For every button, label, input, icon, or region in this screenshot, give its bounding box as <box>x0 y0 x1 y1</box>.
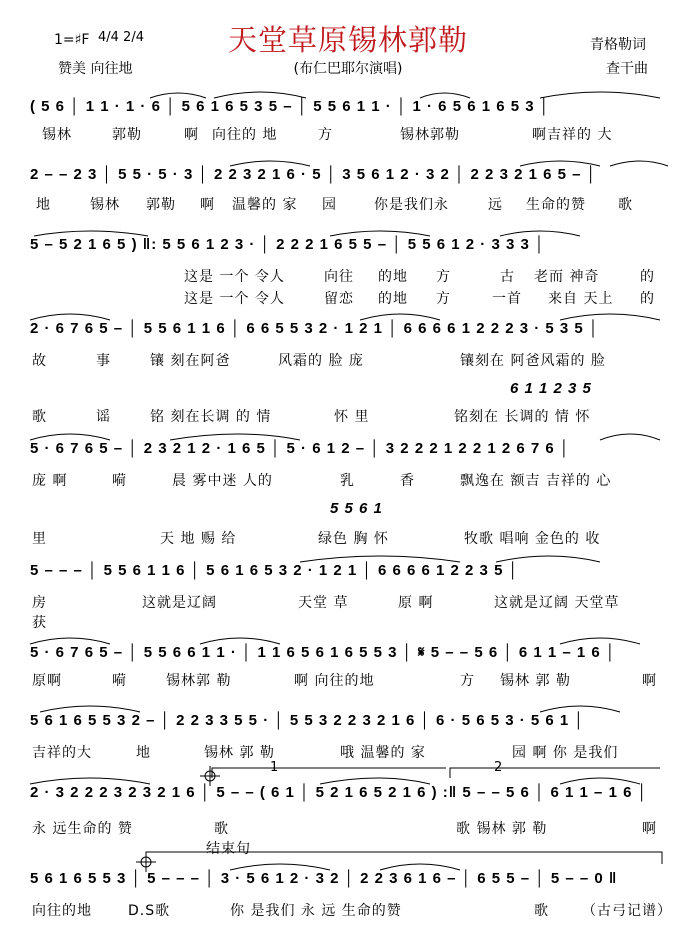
lyric: 天 地 赐 给 <box>160 531 237 547</box>
lyrics-row-5b <box>0 528 696 548</box>
lyric: 乳 <box>340 473 355 489</box>
volta-2-bracket <box>450 768 660 778</box>
notation-row-9: 2 · 3 2 2 2 3 2 3 2 1 6 │ 5 – – ( 6 1 │ 5 2 1 6 5 2 1 6 ) :‖ 5 – – 5 6 │ 6 1 1 – 1 6 │ <box>30 784 648 801</box>
lyric: 园 啊 你 是我们 <box>512 745 619 761</box>
lyrics-row-10 <box>0 900 696 920</box>
lyric: 方 <box>318 127 333 143</box>
lyric: 园 <box>322 197 337 213</box>
lyric: 歌 <box>534 903 549 919</box>
lyric: 郭勒 <box>146 197 176 213</box>
lyrics-row-6b <box>0 612 696 632</box>
lyrics-row-3a <box>0 266 696 286</box>
lyric: 你 是我们 永 远 生命的赞 <box>230 903 402 919</box>
lyrics-row-9 <box>0 818 696 838</box>
lyric: 向往 <box>324 269 354 285</box>
performer-subtitle: (布仁巴耶尔演唱) <box>293 61 403 77</box>
lyric: 原 啊 <box>398 595 434 611</box>
song-title: 天堂草原锡林郭勒 <box>227 23 468 57</box>
lyric: 古 <box>500 269 515 285</box>
lyric: 地 <box>36 197 51 213</box>
volta-1-label: 1 <box>270 760 279 775</box>
lyrics-row-7 <box>0 670 696 690</box>
lyric: 向往的地 <box>32 903 92 919</box>
lyric: 锡林郭 勒 <box>166 673 232 689</box>
lyric: 镶刻在 阿爸风霜的 脸 <box>460 353 606 369</box>
lyric: 哦 温馨的 家 <box>340 745 426 761</box>
lyric: 远 <box>488 197 503 213</box>
lyrics-row-8 <box>0 742 696 762</box>
lyricist-credit: 青格勒词 <box>590 37 646 53</box>
lyric: 牧歌 唱响 金色的 收 <box>464 531 601 547</box>
lyric: 歌 <box>214 821 229 837</box>
notation-row-5: 5 · 6 7 6 5 – │ 2 3 2 1 2 · 1 6 5 │ 5 · 6 1 2 – │ 3 2 2 2 1 2 2 1 2 6 7 6 │ <box>30 440 571 457</box>
lyric: 啊 向往的地 <box>294 673 375 689</box>
notation-row-10: 5 6 1 6 5 5 3 │ 5 – – – │ 3 · 5 6 1 2 · 3 2 │ 2 2 3 6 1 6 – │ 6 5 5 – │ 5 – – 0 ‖ <box>30 870 618 887</box>
key-signature: 1=♯F <box>54 32 90 48</box>
lyric: 留恋 <box>324 291 354 307</box>
coda-sign <box>141 857 151 867</box>
lyric: 铭 刻在长调 的 情 <box>150 409 272 425</box>
lyric: 地 <box>136 745 151 761</box>
lyric: 锡林郭勒 <box>400 127 460 143</box>
lyric: 嗬 <box>112 673 127 689</box>
notation-row-4: 2 · 6 7 6 5 – │ 5 5 6 1 1 6 │ 6 6 5 5 3 2 · 1 2 1 │ 6 6 6 6 1 2 2 2 3 · 5 3 5 │ <box>30 320 600 337</box>
lyrics-row-2 <box>0 194 696 214</box>
lyric: 香 <box>400 473 415 489</box>
coda-sign <box>205 771 215 781</box>
notation-row-3: 5 – 5 2 1 6 5 ) ‖: 5 5 6 1 2 3 · │ 2 2 2 1 6 5 5 – │ 5 5 6 1 2 · 3 3 3 │ <box>30 236 546 253</box>
lyric: 锡林 郭 勒 <box>204 745 275 761</box>
lyric: 晨 雾中迷 人的 <box>172 473 273 489</box>
lyrics-row-4b <box>0 406 696 426</box>
lyric: 老而 神奇 <box>534 269 600 285</box>
lyric: 永 远生命的 赞 <box>32 821 133 837</box>
lyric: 锡林 郭 勒 <box>500 673 571 689</box>
lyric: 方 <box>460 673 475 689</box>
lyrics-row-3b <box>0 288 696 308</box>
lyric: 事 <box>96 353 111 369</box>
lyric: D.S歌 <box>128 903 171 919</box>
lyric: 获 <box>32 615 47 631</box>
lyrics-row-6a <box>0 592 696 612</box>
lyric: 镶 刻在阿爸 <box>150 353 231 369</box>
lyric: 房 <box>32 595 47 611</box>
lyric: 歌 <box>32 409 47 425</box>
notation-row-8: 5 6 1 6 5 5 3 2 – │ 2 2 3 3 5 5 · │ 5 5 3 2 2 3 2 1 6 │ 6 · 5 6 5 3 · 5 6 1 │ <box>30 712 585 729</box>
lyric: 风霜的 脸 庞 <box>278 353 364 369</box>
lyric: 吉祥的大 <box>32 745 92 761</box>
alt-notes-row-4: 6 1 1 2 3 5 <box>510 380 592 397</box>
lyric: 天堂 草 <box>298 595 349 611</box>
lyric: 向往的 地 <box>212 127 278 143</box>
lyric: 歌 锡林 郭 勒 <box>456 821 548 837</box>
lyric: 这就是辽阔 天堂草 <box>494 595 620 611</box>
lyric: 原啊 <box>32 673 62 689</box>
lyric: 啊 <box>642 673 657 689</box>
lyrics-row-5a <box>0 470 696 490</box>
lyric: 生命的赞 <box>526 197 586 213</box>
volta-1-bracket <box>212 768 446 778</box>
lyric: 这就是辽阔 <box>142 595 217 611</box>
lyric: 嗬 <box>112 473 127 489</box>
lyric: 锡林 <box>42 127 72 143</box>
composer-credit: 查干曲 <box>606 61 648 77</box>
lyric: 歌 <box>618 197 633 213</box>
expression-mark: 赞美 向往地 <box>58 61 133 77</box>
slur <box>540 92 660 98</box>
lyric: 郭勒 <box>112 127 142 143</box>
lyrics-row-4a <box>0 350 696 370</box>
lyric: 庞 啊 <box>32 473 68 489</box>
lyrics-row-1 <box>0 124 696 144</box>
slur <box>600 434 660 440</box>
lyric: 谣 <box>96 409 111 425</box>
lyric: （古弓记谱） <box>582 903 672 919</box>
alt-notes-row-5: 5 5 6 1 <box>330 500 383 517</box>
lyric: 啊 <box>642 821 657 837</box>
lyric: 的 <box>640 269 655 285</box>
volta-2-label: 2 <box>494 760 503 775</box>
lyric: 里 <box>32 531 47 547</box>
lyric: 啊吉祥的 大 <box>532 127 613 143</box>
lyric: 锡林 <box>90 197 120 213</box>
coda-label: 结束句 <box>206 841 251 857</box>
lyric: 你是我们永 <box>374 197 449 213</box>
lyric: 方 <box>436 269 451 285</box>
lyric: 的地 <box>378 269 408 285</box>
notation-row-7: 5 · 6 7 6 5 – │ 5 5 6 6 1 1 · │ 1 1 6 5 6 1 6 5 5 3 │ 𝄋 5 – – 5 6 │ 6 1 1 – 1 6 │ <box>30 644 617 661</box>
lyric: 方 <box>436 291 451 307</box>
notation-row-1: ( 5 6 │ 1 1 · 1 · 6 │ 5 6 1 6 5 3 5 – │ 5 5 6 1 1 · │ 1 · 6 5 6 1 6 5 3 │ <box>30 98 551 115</box>
lyric: 这是 一个 令人 <box>184 269 285 285</box>
lyric: 一首 <box>492 291 522 307</box>
lyric: 的 <box>640 291 655 307</box>
lyric: 来自 天上 <box>548 291 614 307</box>
lyric: 啊 <box>184 127 199 143</box>
time-signature: 4/4 2/4 <box>98 30 144 45</box>
slur <box>610 161 668 166</box>
lyric: 铭刻在 长调的 情 怀 <box>454 409 591 425</box>
lyric: 啊 <box>200 197 215 213</box>
lyric: 故 <box>32 353 47 369</box>
lyric: 这是 一个 令人 <box>184 291 285 307</box>
lyric: 温馨的 家 <box>232 197 298 213</box>
lyric: 飘逸在 额吉 吉祥的 心 <box>460 473 612 489</box>
notation-row-2: 2 – – 2 3 │ 5 5 · 5 · 3 │ 2 2 3 2 1 6 · 5 │ 3 5 6 1 2 · 3 2 │ 2 2 3 2 1 6 5 – │ <box>30 166 597 183</box>
notation-row-6: 5 – – – │ 5 5 6 1 1 6 │ 5 6 1 6 5 3 2 · 1 2 1 │ 6 6 6 6 1 2 2 3 5 │ <box>30 562 519 579</box>
lyric: 的地 <box>378 291 408 307</box>
lyric: 怀 里 <box>334 409 370 425</box>
lyric: 绿色 胸 怀 <box>318 531 389 547</box>
